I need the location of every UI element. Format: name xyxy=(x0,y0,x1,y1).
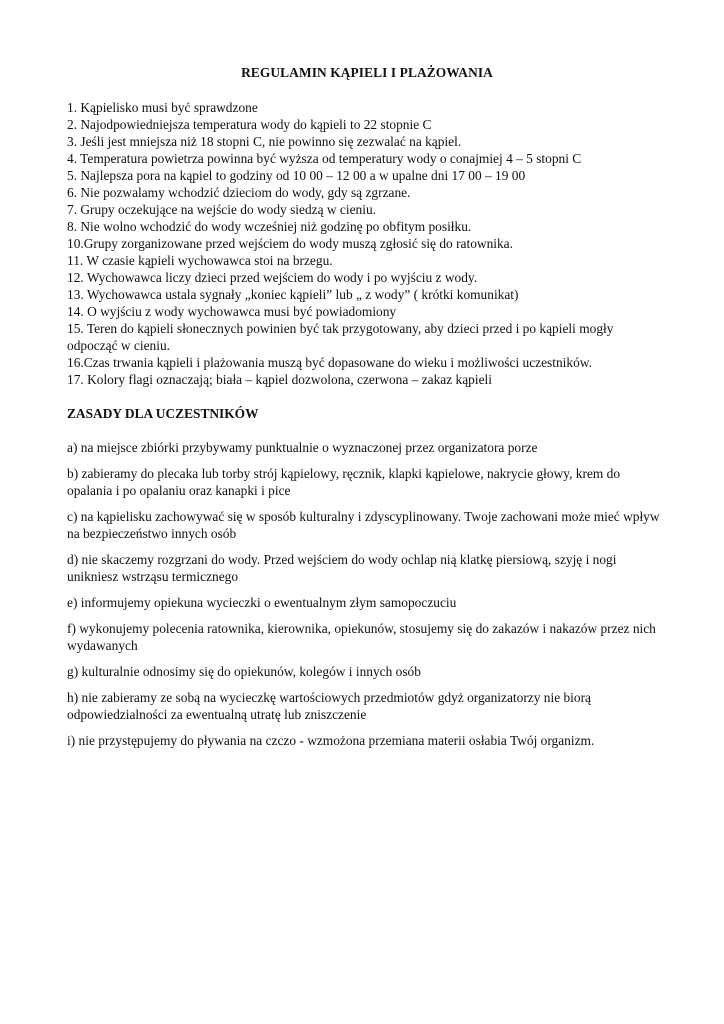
rule-item: 3. Jeśli jest mniejsza niż 18 stopni C, nie powinno się zezwalać na kąpiel. xyxy=(67,134,462,149)
rule-item: 7. Grupy oczekujące na wejście do wody siedzą w cieniu. xyxy=(67,202,376,217)
rule-item: 16.Czas trwania kąpieli i plażowania muszą być dopasowane do wieku i możliwości uczestników. xyxy=(67,355,592,370)
section-title: ZASADY DLA UCZESTNIKÓW xyxy=(67,406,259,421)
rule-item: 5. Najlepsza pora na kąpiel to godziny od 10 00 – 12 00 a w upalne dni 17 00 – 19 00 xyxy=(67,168,526,183)
principle-item: d) nie skaczemy rozgrzani do wody. Przed wejściem do wody ochlap nią klatkę piersiową, szyję i nogi unikniesz wstrząsu termicznego xyxy=(67,552,617,584)
document-page xyxy=(67,64,667,758)
rule-item: 8. Nie wolno wchodzić do wody wcześniej niż godzinę po obfitym posiłku. xyxy=(67,219,472,234)
rule-item: 12. Wychowawca liczy dzieci przed wejściem do wody i po wyjściu z wody. xyxy=(67,270,478,285)
rule-item: 2. Najodpowiedniejsza temperatura wody do kąpieli to 22 stopnie C xyxy=(67,117,432,132)
principles-list xyxy=(67,439,667,749)
rule-item: 17. Kolory flagi oznaczają; biała – kąpiel dozwolona, czerwona – zakaz kąpieli xyxy=(67,372,492,387)
rule-item: 6. Nie pozwalamy wchodzić dzieciom do wody, gdy są zgrzane. xyxy=(67,185,411,200)
rule-item: 15. Teren do kąpieli słonecznych powinien być tak przygotowany, aby dzieci przed i po kąpieli mogły odpocząć w cieniu. xyxy=(67,321,614,353)
principle-item: a) na miejsce zbiórki przybywamy punktualnie o wyznaczonej przez organizatora porze xyxy=(67,440,538,455)
principle-item: h) nie zabieramy ze sobą na wycieczkę wartościowych przedmiotów gdyż organizatorzy nie biorą odpowiedzialności za ewentualną utratę lub zniszczenie xyxy=(67,690,591,722)
principle-item: f) wykonujemy polecenia ratownika, kierownika, opiekunów, stosujemy się do zakazów i nakazów przez nich wydawanych xyxy=(67,621,656,653)
principle-item: b) zabieramy do plecaka lub torby strój kąpielowy, ręcznik, klapki kąpielowe, nakrycie głowy, krem do opalania i po opalaniu oraz kanapki i pice xyxy=(67,466,621,498)
rule-item: 10.Grupy zorganizowane przed wejściem do wody muszą zgłosić się do ratownika. xyxy=(67,236,513,251)
rule-item: 14. O wyjściu z wody wychowawca musi być powiadomiony xyxy=(67,304,397,319)
principle-item: e) informujemy opiekuna wycieczki o ewentualnym złym samopoczuciu xyxy=(67,595,457,610)
rules-list xyxy=(67,99,667,388)
rule-item: 4. Temperatura powietrza powinna być wyższa od temperatury wody o conajmiej 4 – 5 stopni C xyxy=(67,151,582,166)
rule-item: 1. Kąpielisko musi być sprawdzone xyxy=(67,100,258,115)
principle-item: g) kulturalnie odnosimy się do opiekunów, kolegów i innych osób xyxy=(67,664,421,679)
principle-item: c) na kąpielisku zachowywać się w sposób kulturalny i zdyscyplinowany. Twoje zachowani może mieć wpływ na bezpieczeństwo innych osób xyxy=(67,509,660,541)
principle-item: i) nie przystępujemy do pływania na czczo - wzmożona przemiana materii osłabia Twój organizm. xyxy=(67,733,595,748)
rule-item: 13. Wychowawca ustala sygnały „koniec kąpieli” lub „ z wody” ( krótki komunikat) xyxy=(67,287,519,302)
rule-item: 11. W czasie kąpieli wychowawca stoi na brzegu. xyxy=(67,253,333,268)
document-title: REGULAMIN KĄPIELI I PLAŻOWANIA xyxy=(241,65,493,80)
